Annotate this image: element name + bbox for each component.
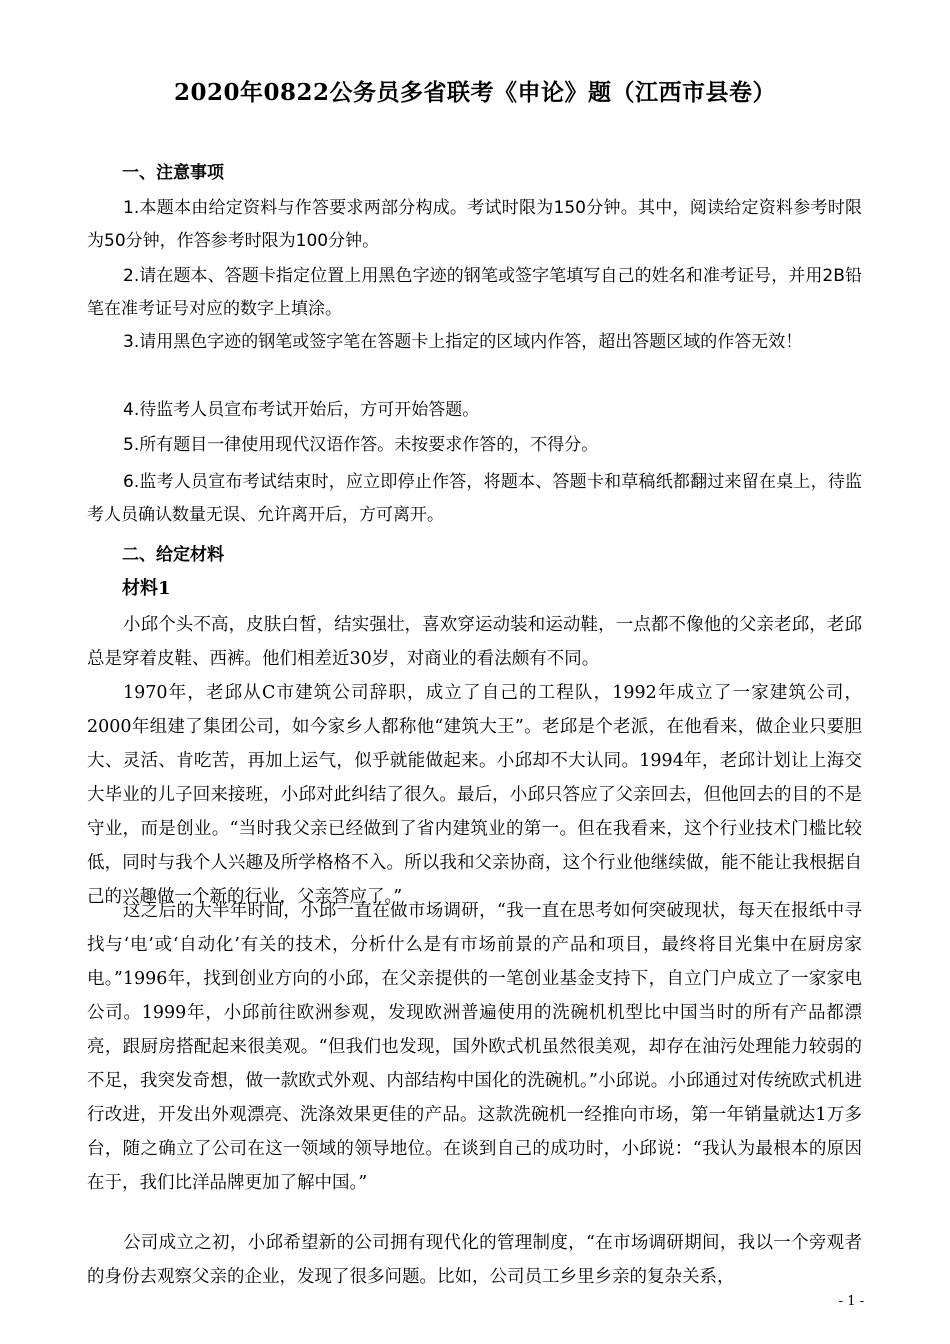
material-paragraph: 公司成立之初，小邱希望新的公司拥有现代化的管理制度，“在市场调研期间，我以一个旁观者的身份去观察父亲的企业，发现了很多问题。比如，公司员工乡里乡亲的复杂关系， <box>87 1233 862 1287</box>
notice-item: 1.本题本由给定资料与作答要求两部分构成。考试时限为150分钟。其中，阅读给定资料参考时限为50分钟，作答参考时限为100分钟。 <box>87 198 862 251</box>
material-paragraph: 1970年，老邱从C市建筑公司辞职，成立了自己的工程队，1992年成立了一家建筑公司，2000年组建了集团公司，如今家乡人都称他“建筑大王”。老邱是个老派，在他看来，做企业只要胆大、灵活、肯吃苦，再加上运气，似乎就能做起来。小邱却不大认同。1994年，老邱计划让上海交大毕业的儿子回来接班，小邱对此纠结了很久。最后，小邱只答应了父亲回去，但他回去的目的不是守业，而是创业。“当时我父亲已经做到了省内建筑业的第一。但在我看来，这个行业技术门槛比较低，同时与我个人兴趣及所学格格不入。所以我和父亲协商，这个行业他继续做，能不能让我根据自己的兴趣做一个新的行业，父亲答应了。” <box>87 683 862 907</box>
material-paragraph: 这之后的大半年时间，小邱一直在做市场调研，“我一直在思考如何突破现状，每天在报纸中寻找与‘电’或‘自动化’有关的技术，分析什么是有市场前景的产品和项目，最终将目光集中在厨房家电。”1996年，找到创业方向的小邱，在父亲提供的一笔创业基金支持下，自立门户成立了一家家电公司。1999年，小邱前往欧洲参观，发现欧洲普遍使用的洗碗机机型比中国当时的所有产品都漂亮，跟厨房搭配起来很美观。“但我们也发现，国外欧式机虽然很美观，却存在油污处理能力较弱的不足，我突发奇想，做一款欧式外观、内部结构中国化的洗碗机。”小邱说。小邱通过对传统欧式机进行改进，开发出外观漂亮、洗涤效果更佳的产品。这款洗碗机一经推向市场，第一年销量就达1万多台，随之确立了公司在这一领域的领导地位。在谈到自己的成功时，小邱说：“我认为最根本的原因在于，我们比洋品牌更加了解中国。” <box>87 901 862 1193</box>
notice-item: 4.待监考人员宣布考试开始后，方可开始答题。 <box>123 400 480 420</box>
notice-item: 5.所有题目一律使用现代汉语作答。未按要求作答的，不得分。 <box>123 435 599 455</box>
notice-item: 2.请在题本、答题卡指定位置上用黑色字迹的钢笔或签字笔填写自己的姓名和准考证号，并用2B铅笔在准考证号对应的数字上填涂。 <box>87 266 862 319</box>
section-heading-notices: 一、注意事项 <box>122 163 224 183</box>
page-title: 2020年0822公务员多省联考《申论》题（江西市县卷） <box>173 79 777 106</box>
page-number: - 1 - <box>838 1294 864 1309</box>
notice-item: 6.监考人员宣布考试结束时，应立即停止作答，将题本、答题卡和草稿纸都翻过来留在桌上，待监考人员确认数量无误、允许离开后，方可离开。 <box>87 472 862 525</box>
material-paragraph: 小邱个头不高，皮肤白皙，结实强壮，喜欢穿运动装和运动鞋，一点都不像他的父亲老邱，老邱总是穿着皮鞋、西裤。他们相差近30岁，对商业的看法颇有不同。 <box>87 615 862 669</box>
material-label: 材料1 <box>122 578 171 599</box>
notice-item: 3.请用黑色字迹的钢笔或签字笔在答题卡上指定的区域内作答，超出答题区域的作答无效！ <box>123 332 803 352</box>
section-heading-materials: 二、给定材料 <box>122 545 224 565</box>
